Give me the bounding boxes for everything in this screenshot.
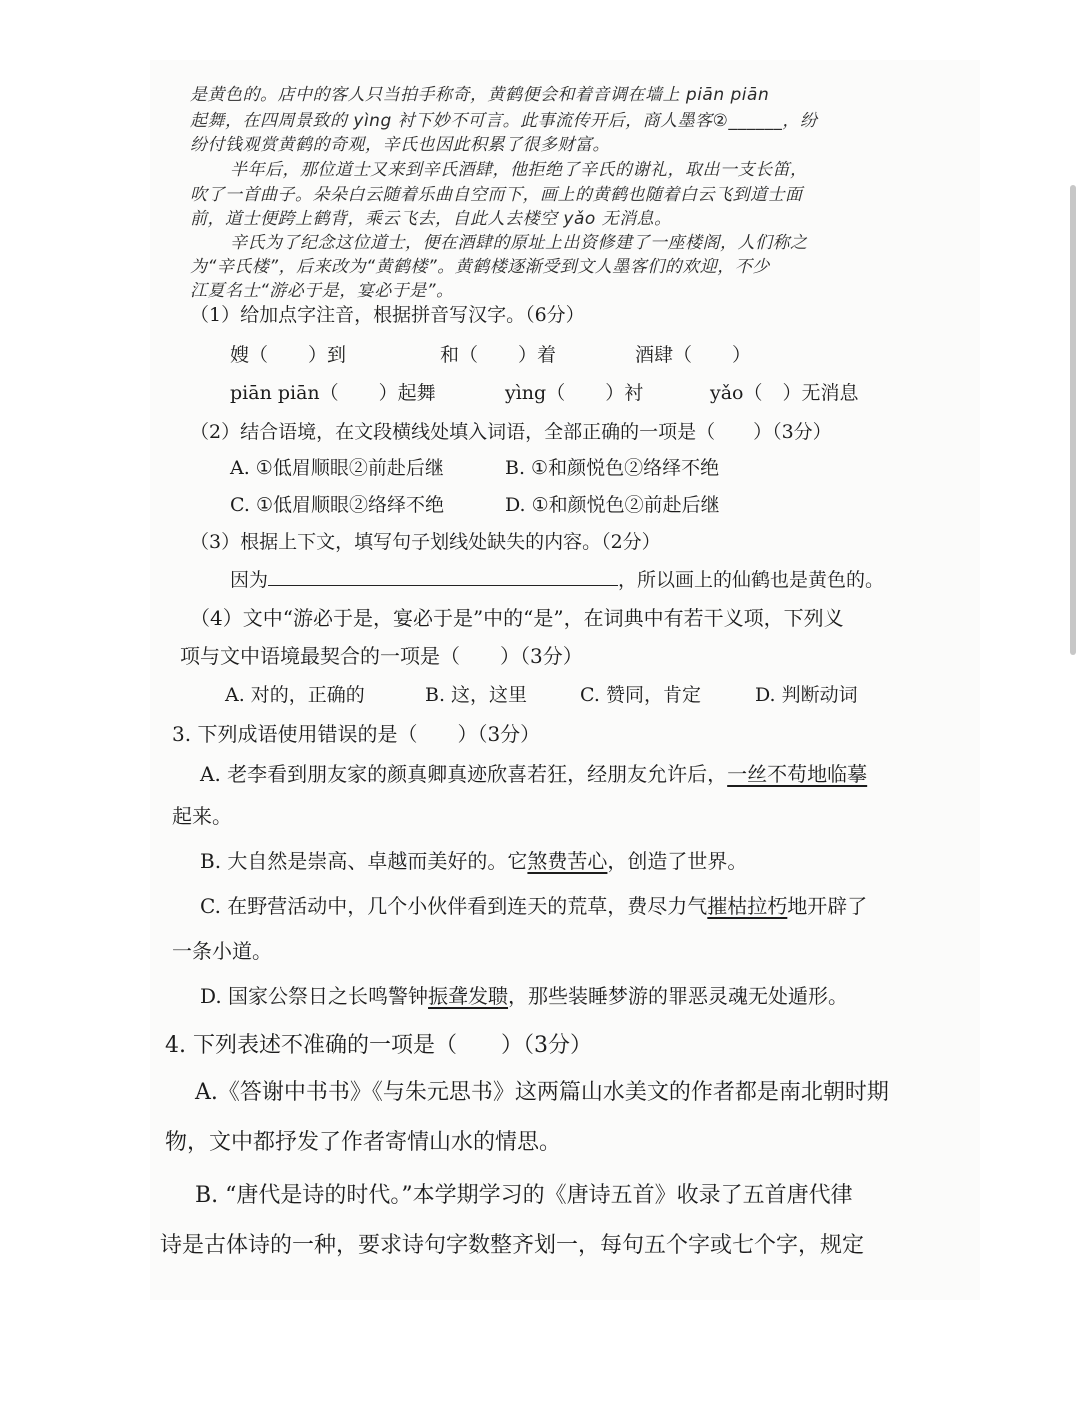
q3-option-c-cont: 一条小道。	[172, 939, 272, 963]
q3-option-c: C. 在野营活动中，几个小伙伴看到连天的荒草，费尽力气摧枯拉朽地开辟了	[200, 894, 868, 918]
q1-item-5: yìng（ ）衬	[505, 382, 644, 404]
q4-option-a-line-2: 物，文中都抒发了作者寄情山水的情思。	[165, 1130, 562, 1155]
passage-line: 半年后，那位道士又来到辛氏酒肆，他拒绝了辛氏的谢礼，取出一支长笛，	[230, 160, 808, 180]
question-1-text: （1）给加点字注音，根据拼音写汉字。（6分）	[190, 304, 585, 326]
question-3-text: （3）根据上下文，填写句子划线处缺失的内容。（2分）	[190, 531, 661, 553]
answer-blank[interactable]	[268, 567, 618, 586]
question-2-text: （2）结合语境，在文段横线处填入词语，全部正确的一项是（ ）（3分）	[190, 421, 832, 443]
q2-option-a: A. ①低眉顺眼②前赴后继	[230, 457, 444, 479]
q3-option-a: A. 老李看到朋友家的颜真卿真迹欣喜若狂，经朋友允许后，一丝不苟地临摹	[200, 762, 868, 786]
q2-option-b: B. ①和颜悦色②络绎不绝	[505, 457, 720, 479]
q3-fill-line: 因为 ，所以画上的仙鹤也是黄色的。	[230, 569, 885, 591]
q4-option-c: C. 赞同，肯定	[580, 684, 701, 706]
q3-option-b: B. 大自然是崇高、卓越而美好的。它煞费苦心，创造了世界。	[200, 849, 748, 873]
q1-item-1: 嫂（ ）到	[230, 344, 347, 366]
passage-line: 起舞，在四周景致的 yìng 衬下妙不可言。此事流传开后，商人墨客②______，纷	[190, 111, 818, 131]
passage-line: 吹了一首曲子。朵朵白云随着乐曲自空而下，画上的黄鹤也随着白云飞到道士面	[190, 185, 803, 205]
exam-paper	[150, 60, 980, 1300]
scrollbar[interactable]	[1070, 185, 1076, 655]
q4-option-b: B. 这，这里	[425, 684, 528, 706]
question-4-line-2: 项与文中语境最契合的一项是（ ）（3分）	[180, 644, 583, 668]
q2-option-d: D. ①和颜悦色②前赴后继	[505, 494, 720, 516]
question-4-line-1: （4）文中“游必于是，宴必于是”中的“是”，在词典中有若干义项，下列义	[190, 606, 844, 630]
q4-option-a: A. 对的，正确的	[225, 684, 365, 706]
q1-item-2: 和（ ）着	[440, 344, 557, 366]
q3-option-a-cont: 起来。	[172, 804, 232, 828]
q3-option-d: D. 国家公祭日之长鸣警钟振聋发聩，那些装睡梦游的罪恶灵魂无处遁形。	[200, 984, 849, 1008]
passage-line: 辛氏为了纪念这位道士，便在酒肆的原址上出资修建了一座楼阁，人们称之	[230, 233, 808, 253]
passage-line: 纷付钱观赏黄鹤的奇观，辛氏也因此积累了很多财富。	[190, 135, 610, 155]
q1-item-3: 酒肆（ ）	[635, 344, 752, 366]
question-4-title: 4. 下列表述不准确的一项是（ ）（3分）	[165, 1033, 592, 1058]
q1-item-4: piān piān（ ）起舞	[230, 382, 436, 404]
q4-option-b-line-2: 诗是古体诗的一种，要求诗句字数整齐划一，每句五个字或七个字，规定	[160, 1233, 865, 1258]
question-3-title: 3. 下列成语使用错误的是（ ）（3分）	[172, 722, 541, 746]
passage-line: 江夏名士“游必于是，宴必于是”。	[190, 281, 454, 301]
passage-line: 前，道士便跨上鹤背，乘云飞去，自此人去楼空 yǎo 无消息。	[190, 209, 672, 229]
passage-line: 是黄色的。店中的客人只当拍手称奇，黄鹤便会和着音调在墙上 piān piān	[190, 85, 770, 105]
q4-option-d: D. 判断动词	[755, 684, 858, 706]
q1-item-6: yǎo（ ）无消息	[710, 382, 859, 404]
q4-option-a-line-1: A.《答谢中书书》《与朱元思书》这两篇山水美文的作者都是南北朝时期	[195, 1080, 889, 1105]
q4-option-b-line-1: B. “唐代是诗的时代。”本学期学习的《唐诗五首》收录了五首唐代律	[195, 1183, 853, 1208]
passage-line: 为“辛氏楼”，后来改为“黄鹤楼”。黄鹤楼逐渐受到文人墨客们的欢迎，不少	[190, 257, 770, 277]
q2-option-c: C. ①低眉顺眼②络绎不绝	[230, 494, 444, 516]
